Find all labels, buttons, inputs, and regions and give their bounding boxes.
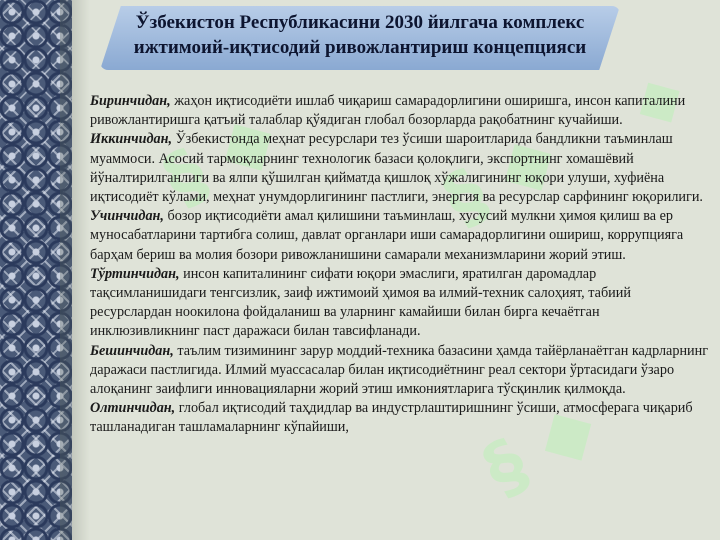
ornament-shadow [60,0,90,540]
page-title [100,10,620,60]
watermark-graphic: § ◆ [470,383,610,512]
watermark-graphic: ◆ [620,56,695,141]
paragraph-text: глобал иқтисодий таҳдидлар ва индустрлаштиришнинг ўсиши, атмосферага чиқариб ташланадиган ташламаларнинг кўпайиши, [90,400,693,436]
paragraph-lead: Бешинчидан, [90,342,174,359]
paragraph-first [90,92,710,130]
title-line-2: ижтимоий-иқтисодий ривожлантириш концепцияси [133,37,587,58]
title-line-1: Ўзбекистон Республикасини 2030 йилгача комплекс [135,12,585,33]
paragraph-third [90,207,710,265]
paragraph-lead: Иккинчидан, [90,131,173,148]
paragraph-lead: Учинчидан, [90,208,164,225]
paragraph-fifth [90,342,710,400]
paragraph-sixth [90,399,710,437]
watermark-graphic: § ◆ [430,113,570,242]
paragraph-second [90,130,710,207]
paragraph-text: Ўзбекистонда меҳнат ресурслари тез ўсиши шароитларида бандликни таъминлаш муаммоси. Асосий тармоқларнинг технологик базаси қолоқлиги, экспортнинг хомашёвий йўналтирилганлиги ва ялпи қўшилган қийматда қишлоқ хўжалигининг юқори улуши, хуфиёна иқтисодиёт кўлами, меҳнат унумдорлигининг пастлиги, энергия ва ресурслар сарфининг юқорилиги. [90,131,703,206]
paragraph-text: инсон капиталининг сифати юқори эмаслиги, яратилган даромадлар тақсимланишидаги тенгсизлик, заиф ижтимоий ҳимоя ва илмий-техник салоҳият, табиий ресурслардан ноокилона фойдаланиш ва уларнинг камайиши билан бирга кечаётган инклюзивликнинг паст даражаси билан тавсифланади. [90,265,631,340]
paragraph-lead: Тўртинчидан, [90,265,180,282]
paragraph-lead: Биринчидан, [90,93,171,109]
watermark-graphic: § ◆ [150,93,290,222]
document-body [90,92,710,438]
paragraph-lead: Олтинчидан, [90,400,176,417]
paragraph-text: жаҳон иқтисодиёти ишлаб чиқариш самарадорлигини оширишга, инсон капиталини ривожлантиришга қатъий талаблар қўядиган глобал бозорларда рақобатнинг кучайиши. [90,93,686,129]
paragraph-fourth [90,265,710,342]
paragraph-text: таълим тизимининг зарур моддий-техника базасини ҳамда тайёрланаётган кадрларнинг даражаси пастлигида. Илмий муассасалар билан иқтисодиётнинг реал сектори ўртасидаги ўзаро алоқанинг заифлиги инновацияларни жорий этиш имкониятларига тўсқинлик қилмоқда. [90,342,709,398]
paragraph-text: бозор иқтисодиёти амал қилишини таъминлаш, хусусий мулкни ҳимоя қилиш ва ер муносабатларини тартибга солиш, давлат органлари иши самарадорлигини ошириш, коррупцияга барҳам бериш ва молия бозори ривожланишини самарали механизмларини жорий этиш. [90,208,684,263]
